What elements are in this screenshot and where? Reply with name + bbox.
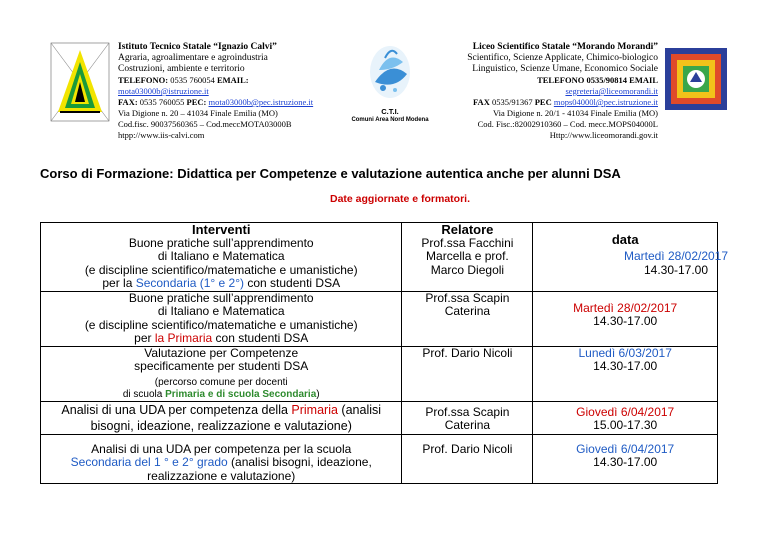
address-left: Via Digione n. 20 – 41034 Finale Emilia (MO) <box>118 108 278 118</box>
email-link-right[interactable]: segreteria@liceomorandi.it <box>565 86 658 96</box>
institute-name-left: Istituto Tecnico Statale “Ignazio Calvi” <box>118 42 277 52</box>
email-link-left[interactable]: mota03000b@istruzione.it <box>118 86 209 96</box>
intervento-cell <box>41 434 402 484</box>
relatore-line: Prof.ssa Facchini <box>421 235 514 250</box>
school-level-highlight: Secondaria (1° e 2°) <box>135 276 245 290</box>
relatore-line: Prof. Dario Nicoli <box>422 345 513 360</box>
school-logo-right-icon <box>665 48 727 110</box>
relatore-line: Prof.ssa Scapin <box>425 290 510 305</box>
relatore-cell <box>402 346 533 401</box>
relatore-line: Marcella e prof. <box>426 249 509 263</box>
date-cell <box>533 346 718 401</box>
text-part: di scuola <box>122 388 166 400</box>
intervento-line: realizzazione e valutazione) <box>147 468 296 483</box>
intervento-line: Buone pratiche sull’apprendimento <box>128 290 314 305</box>
relatore-cell <box>402 401 533 434</box>
intervento-line: Analisi di una UDA per competenza per la scuola <box>91 441 352 456</box>
school-level-highlight: Primaria <box>291 402 338 417</box>
school-level-highlight: Primaria e di scuola Secondaria <box>165 388 317 400</box>
cti-logo <box>351 40 429 130</box>
text-part: per la <box>102 276 136 290</box>
header-interventi: Interventi <box>41 223 402 237</box>
text-part: (analisi bisogni, ideazione, <box>227 455 372 469</box>
institute-line1-right: Scientifico, Scienze Applicate, Chimico-biologico <box>467 53 658 63</box>
pec-link-left[interactable]: mota03000b@pec.istruzione.it <box>208 97 314 107</box>
date-cell <box>533 434 718 484</box>
intervento-line <box>43 456 399 470</box>
intervento-line: bisogni, ideazione, realizzazione e valutazione) <box>90 418 352 433</box>
date-cell <box>596 250 756 277</box>
intervento-line: (e discipline scientifico/matematiche e umanistiche) <box>84 262 358 277</box>
relatore-cell <box>402 237 533 292</box>
institute-line1-left: Agraria, agroalimentare e agroindustria <box>118 53 268 63</box>
time-value: 14.30-17.00 <box>593 455 658 469</box>
table-row <box>41 401 718 434</box>
table-row <box>41 434 718 484</box>
codes-left: Cod.fisc. 90037560365 – Cod.meccMOTA03000B <box>118 119 292 129</box>
course-subtitle: Date aggiornate e formatori. <box>329 193 471 205</box>
date-value: Lunedì 6/03/2017 <box>578 345 672 360</box>
table-row <box>41 346 718 401</box>
date-value: Giovedì 6/04/2017 <box>576 404 675 419</box>
date-value: Martedì 28/02/2017 <box>623 249 729 263</box>
intervento-line: (e discipline scientifico/matematiche e umanistiche) <box>84 317 358 332</box>
text-part: (analisi <box>337 402 382 417</box>
text-part: con studenti DSA <box>212 331 309 345</box>
intervento-line: specificamente per studenti DSA <box>134 359 309 373</box>
relatore-line: Caterina <box>444 304 491 318</box>
header-relatore: Relatore <box>402 223 533 237</box>
pec-link-right[interactable]: mops04000l@pec.istruzione.it <box>553 97 658 107</box>
pec-label-left: PEC: <box>186 97 207 107</box>
fax-right: 0535/91367 <box>491 97 533 107</box>
web-left: htpp://www.iis-calvi.com <box>118 130 205 140</box>
institute-name-right: Liceo Scientifico Statale “Morando Morandi” <box>472 42 658 52</box>
relatore-cell <box>402 291 533 346</box>
intervento-line: di Italiano e Matematica <box>157 304 285 318</box>
text-part: ) <box>316 388 320 400</box>
time-value: 15.00-17.30 <box>593 418 658 432</box>
cti-logo-line2: Comuni Area Nord Modena <box>351 117 429 123</box>
tel-label-left: TELEFONO: <box>118 75 169 85</box>
intervento-note: (percorso comune per docenti <box>154 376 288 388</box>
header-data: data <box>533 223 718 292</box>
school-logo-left-icon <box>50 42 110 122</box>
table-row <box>41 291 718 346</box>
school-level-highlight: Secondaria del 1 ° e 2° grado <box>70 455 228 469</box>
codes-right: Cod. Fisc.:82002910360 – Cod. mecc.MOPS04000L <box>477 119 658 129</box>
header-right-block <box>430 42 658 141</box>
web-right: Http://www.liceomorandi.gov.it <box>549 130 658 140</box>
pec-label-right: PEC <box>534 97 552 107</box>
fax-left: 0535 760055 <box>139 97 185 107</box>
relatore-line: Caterina <box>444 418 491 432</box>
relatore-cell <box>402 434 533 484</box>
intervento-cell <box>41 237 402 292</box>
intervento-line: Valutazione per Competenze <box>144 345 299 360</box>
cti-emblem-icon <box>355 40 425 102</box>
intervento-note <box>43 389 399 401</box>
text-part: Analisi di una UDA per competenza della <box>61 402 292 417</box>
tel-left: 0535 760054 <box>170 75 215 85</box>
text-part: con studenti DSA <box>244 276 341 290</box>
date-value: Giovedì 6/04/2017 <box>576 441 675 456</box>
tel-line-right: TELEFONO 0535/90814 EMAIL <box>537 75 658 85</box>
intervento-cell <box>41 291 402 346</box>
fax-label-right: FAX <box>473 97 490 107</box>
institute-line2-left: Costruzioni, ambiente e territorio <box>118 64 245 74</box>
table-header-row <box>41 223 718 237</box>
fax-label-left: FAX: <box>118 97 138 107</box>
date-cell <box>533 401 718 434</box>
intervento-line: di Italiano e Matematica <box>157 249 285 263</box>
email-label-left: EMAIL: <box>216 75 249 85</box>
institute-line2-right: Linguistico, Scienze Umane, Economico Sociale <box>472 64 658 74</box>
time-value: 14.30-17.00 <box>643 262 709 277</box>
time-value: 14.30-17.00 <box>593 359 658 373</box>
cti-logo-line1: C.T.I. <box>381 107 399 116</box>
intervento-line <box>43 402 399 418</box>
intervento-line: Buone pratiche sull’apprendimento <box>128 235 314 250</box>
school-level-highlight: la Primaria <box>154 331 213 345</box>
relatore-line: Marco Diegoli <box>430 262 505 277</box>
date-value: Martedì 28/02/2017 <box>573 300 678 315</box>
intervento-cell <box>41 401 402 434</box>
text-part: per <box>134 331 155 345</box>
relatore-line: Prof. Dario Nicoli <box>422 441 513 456</box>
time-value: 14.30-17.00 <box>593 314 658 328</box>
intervento-line <box>43 332 399 346</box>
address-right: Via Digione n. 20/1 - 41034 Finale Emilia (MO) <box>493 108 658 118</box>
date-cell <box>533 291 718 346</box>
intervento-cell <box>41 346 402 401</box>
header-left-block <box>118 42 348 141</box>
relatore-line: Prof.ssa Scapin <box>425 404 510 419</box>
intervento-line <box>43 277 399 291</box>
course-title: Corso di Formazione: Didattica per Competenze e valutazione autentica anche per alunni DSA <box>40 166 621 181</box>
